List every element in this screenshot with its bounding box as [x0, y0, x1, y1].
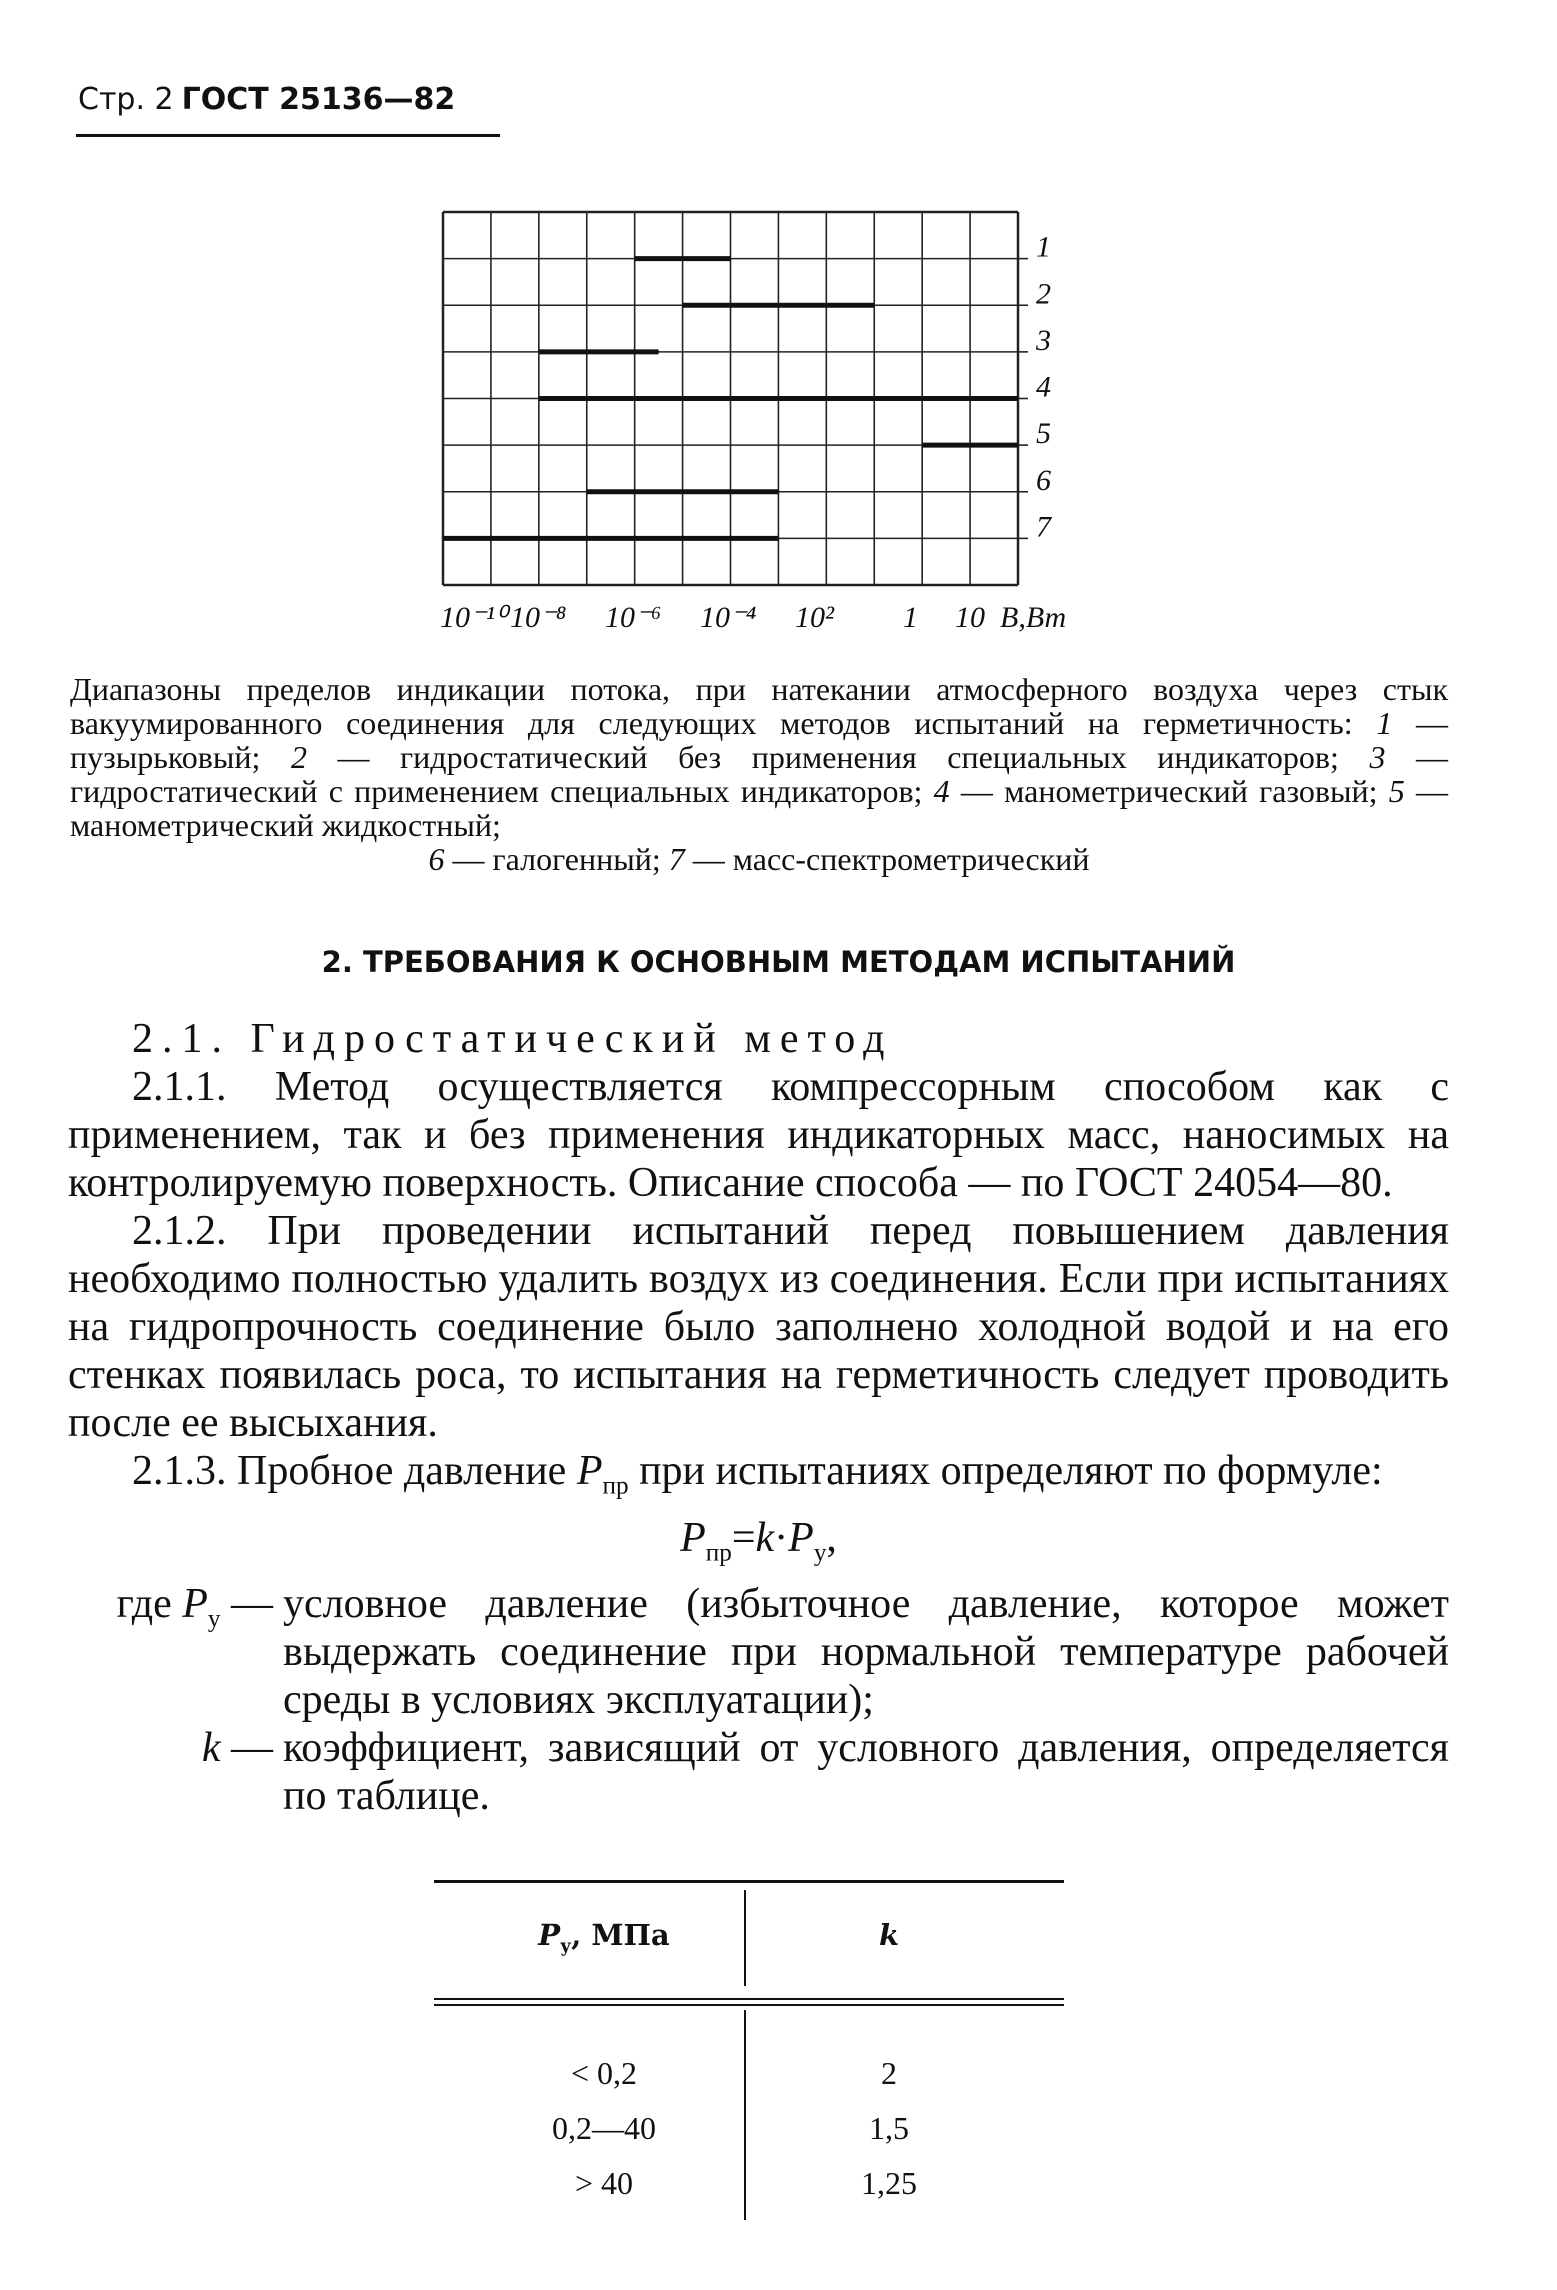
caption-text: — гидростатический с применением специальных индикаторов;	[70, 739, 1449, 809]
axis-tick-label: 10⁻⁴	[700, 601, 757, 634]
table-header-k: k	[878, 1918, 900, 1952]
caption-text: — манометрический газовый;	[949, 773, 1389, 809]
caption-text: — масс-спектрометрический	[684, 841, 1090, 877]
where-dash: —	[220, 1724, 273, 1771]
table-header-pressure	[504, 1918, 704, 1957]
where-term	[68, 1580, 283, 1724]
header-symbol: P	[538, 1918, 561, 1952]
caption-text: — галогенный;	[444, 841, 669, 877]
table-rule-double	[434, 1998, 1064, 2000]
caption-last-line	[70, 842, 1448, 876]
header-subscript: у	[560, 1936, 572, 1957]
where-definition: условное давление (избыточное давление, которое может выдержать соединение при нормальной температуре рабочей среды в условиях эксплуатации);	[283, 1580, 1449, 1723]
caption-num: 3	[1369, 739, 1386, 775]
formula-k: k	[755, 1515, 775, 1562]
p213-text: 2.1.3. Пробное давление	[132, 1448, 577, 1494]
where-prefix: где	[116, 1580, 183, 1627]
paragraph-2-1-2: 2.1.2. При проведении испытаний перед повышением давления необходимо полностью удалить воздух из соединения. Если при испытаниях на гидропрочность соединение было заполнено холодной водой и на его стенках появилась роса, то испытания на герметичность следует проводить после ее высыхания.	[68, 1208, 1449, 1446]
where-term	[68, 1724, 283, 1820]
where-symbol: P	[182, 1580, 208, 1627]
formula	[68, 1514, 1449, 1577]
axis-tick-label: 1	[903, 601, 918, 634]
table-cell-k: 1,5	[869, 2110, 909, 2146]
row-label: 1	[1036, 230, 1051, 264]
formula-lhs-sub: пр	[705, 1539, 732, 1567]
table-cell-k: 1,25	[861, 2165, 917, 2201]
caption-num: 7	[668, 841, 685, 877]
caption-text: — гидростатический без применения специальных индикаторов;	[306, 739, 1370, 775]
p213-subscript: пр	[602, 1472, 629, 1500]
where-definition: коэффициент, зависящий от условного давления, определяется по таблице.	[283, 1724, 1449, 1819]
axis-tick-label: 10	[955, 601, 985, 634]
table-rule-double	[434, 2004, 1064, 2006]
caption-num: 4	[933, 773, 950, 809]
formula-rhs: P	[788, 1515, 814, 1562]
formula-eq: =	[731, 1515, 756, 1562]
table-cell-k: 2	[881, 2055, 897, 2091]
where-dash: —	[220, 1580, 273, 1627]
paragraph-2-1-1: 2.1.1. Метод осуществляется компрессорным способом как с применением, так и без применения индикаторных масс, наносимых на контролируемую поверхность. Описание способа — по ГОСТ 24054—80.	[68, 1064, 1449, 1206]
where-subscript: у	[207, 1605, 221, 1633]
formula-lhs: P	[680, 1515, 706, 1562]
standard-code: ГОСТ 25136—82	[181, 82, 456, 117]
table-vertical-rule	[744, 1890, 746, 1986]
formula-rhs-sub: у	[813, 1539, 827, 1567]
caption-num: 2	[290, 739, 307, 775]
axis-tick-label: 10⁻⁸	[510, 601, 567, 634]
row-label: 7	[1036, 510, 1051, 544]
where-list	[68, 1580, 1449, 1820]
page-number: Стр. 2	[78, 82, 174, 117]
paragraph-2-1-3	[68, 1447, 1449, 1510]
axis-tick-label: 10⁻⁶	[605, 601, 662, 634]
caption-text: — манометрический жидкостный;	[70, 773, 1449, 843]
table-cell-pressure: > 40	[574, 2165, 634, 2201]
axis-tick-label: 10²	[795, 601, 834, 634]
caption-text: Диапазоны пределов индикации потока, при натекании атмосферного воздуха через стык вакуумированного соединения для следующих методов испытаний на герметичность:	[70, 671, 1448, 741]
figure-caption	[70, 672, 1448, 876]
p213-symbol: P	[576, 1448, 603, 1494]
table-cell-pressure: 0,2—40	[552, 2110, 656, 2146]
formula-dot: ·	[774, 1515, 789, 1562]
table-vertical-rule	[744, 2010, 746, 2220]
p213-text: при испытаниях определяют по формуле:	[628, 1448, 1383, 1494]
row-label: 6	[1036, 463, 1051, 497]
row-label: 2	[1036, 277, 1051, 311]
section-title: 2. ТРЕБОВАНИЯ К ОСНОВНЫМ МЕТОДАМ ИСПЫТАНИЙ	[321, 945, 1236, 979]
indication-range-figure	[0, 0, 1557, 660]
header-unit: , МПа	[571, 1918, 670, 1952]
formula-end: ,	[826, 1515, 837, 1562]
caption-num: 5	[1388, 773, 1405, 809]
table-rule-top	[434, 1880, 1064, 1883]
axis-tick-label: 10⁻¹⁰	[440, 601, 507, 634]
caption-num: 6	[428, 841, 445, 877]
caption-text: — пузырьковый;	[70, 705, 1449, 775]
body-text	[68, 1015, 1449, 1820]
row-label: 3	[1036, 323, 1051, 357]
table-cell-pressure: < 0,2	[570, 2055, 638, 2091]
where-symbol: k	[201, 1724, 221, 1771]
axis-tick-label: В,Вт	[1000, 601, 1067, 634]
row-label: 5	[1036, 417, 1051, 451]
row-label: 4	[1036, 370, 1051, 404]
caption-num: 1	[1376, 705, 1393, 741]
subsection-title: 2.1. Гидростатический метод	[132, 1016, 894, 1062]
paragraph-2-1	[68, 1015, 1449, 1063]
